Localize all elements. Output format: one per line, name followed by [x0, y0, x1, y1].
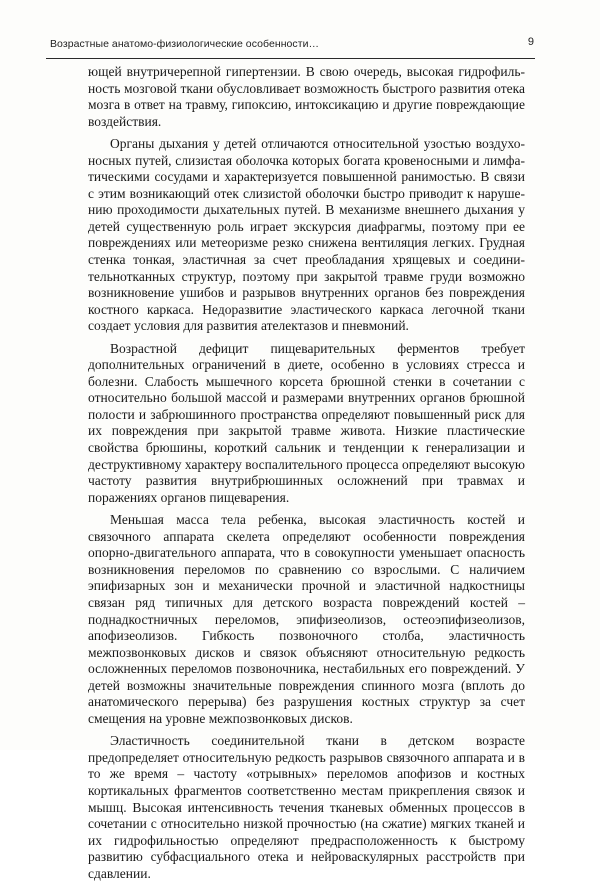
- paragraph-connective-tissue: Эластичность соединительной ткани в детском возрасте предопределяет относительную редкость разрывов связочного аппарата и в то же время – частоту «отрывных» переломов апофизов и костных кортикальных фрагментов соответственно местам прикрепления связок и мышц. Высокая интенсивность течения тканевых обменных процессов в сочетании с относительно низкой прочностью (на сжатие) мягких тканей и их гидрофильностью определяют предрасположенность к быстрому развитию субфасциального отека и нейроваскулярных расстройств при сдавлении.: [88, 733, 525, 881]
- running-header: [46, 36, 535, 59]
- paragraph-digestive: Возрастной дефицит пищеварительных ферментов требует дополнительных ограничений в диете, особенно в условиях стресса и болезни. Слабость мышечного корсета брюшной стенки в сочетании с относительно большой массой и размерами внутренних органов брюшной полости и забрюшинного пространства определяют повышенный риск для их повреждения при закрытой травме живота. Низкие пластические свойства брюшины, короткий сальник и тенденции к генерализации и деструктивному характеру воспалительного процесса определяют высокую частоту развития внутрибрюшинных осложнений при травмах и поражениях органов пищеварения.: [88, 340, 525, 505]
- running-title: Возрастные анатомо-физиологические особенности…: [50, 38, 320, 50]
- paragraph-respiratory: Органы дыхания у детей отличаются относительной узостью воздухоносных путей, слизистая оболочка которых богата кровеносными и лимфатическими сосудами и характеризуется повышенной ранимостью. В связи с этим возникающий отек слизистой оболочки быстро приводит к нарушению проходимости дыхательных путей. В механизме внешнего дыхания у детей существенную роль играет экскурсия диафрагмы, поэтому при ее повреждениях или метеоризме резко снижена вентиляция легких. Грудная стенка тонкая, эластичная за счет преобладания хрящевых и соединительнотканных структур, поэтому при закрытой травме груди возможно возникновение ушибов и разрывов внутренних органов без повреждения костного каркаса. Недоразвитие эластического каркаса легочной ткани создает условия для развития ателектазов и пневмоний.: [88, 136, 525, 334]
- body-text: [88, 64, 525, 888]
- paragraph-brain-edema: ющей внутричерепной гипертензии. В свою очередь, высокая гидрофильность мозговой ткани обусловливает возможность быстрого развития отека мозга в ответ на травму, гипоксию, интоксикацию и другие повреждающие воздействия.: [88, 64, 525, 129]
- page-number: 9: [527, 36, 534, 48]
- paragraph-skeletal: Меньшая масса тела ребенка, высокая эластичность костей и связочного аппарата скелета определяют особенности повреждения опорно-двигательного аппарата, что в совокупности уменьшает опасность возникновения переломов по сравнению со взрослыми. С наличием эпифизарных зон и механически прочной и эластичной надкостницы связан ряд типичных для детского возраста повреждений костей – поднадкостничных переломов, эпифизеолизов, остеоэпифизеолизов, апофизеолизов. Гибкость позвоночного столба, эластичность межпозвонковых дисков и связок объясняют относительную редкость осложненных переломов позвоночника, нестабильных его повреждений. У детей возможны значительные повреждения спинного мозга (вплоть до анатомического перерыва) без разрушения костных структур за счет смещения на уровне межпозвонковых дисков.: [88, 512, 525, 726]
